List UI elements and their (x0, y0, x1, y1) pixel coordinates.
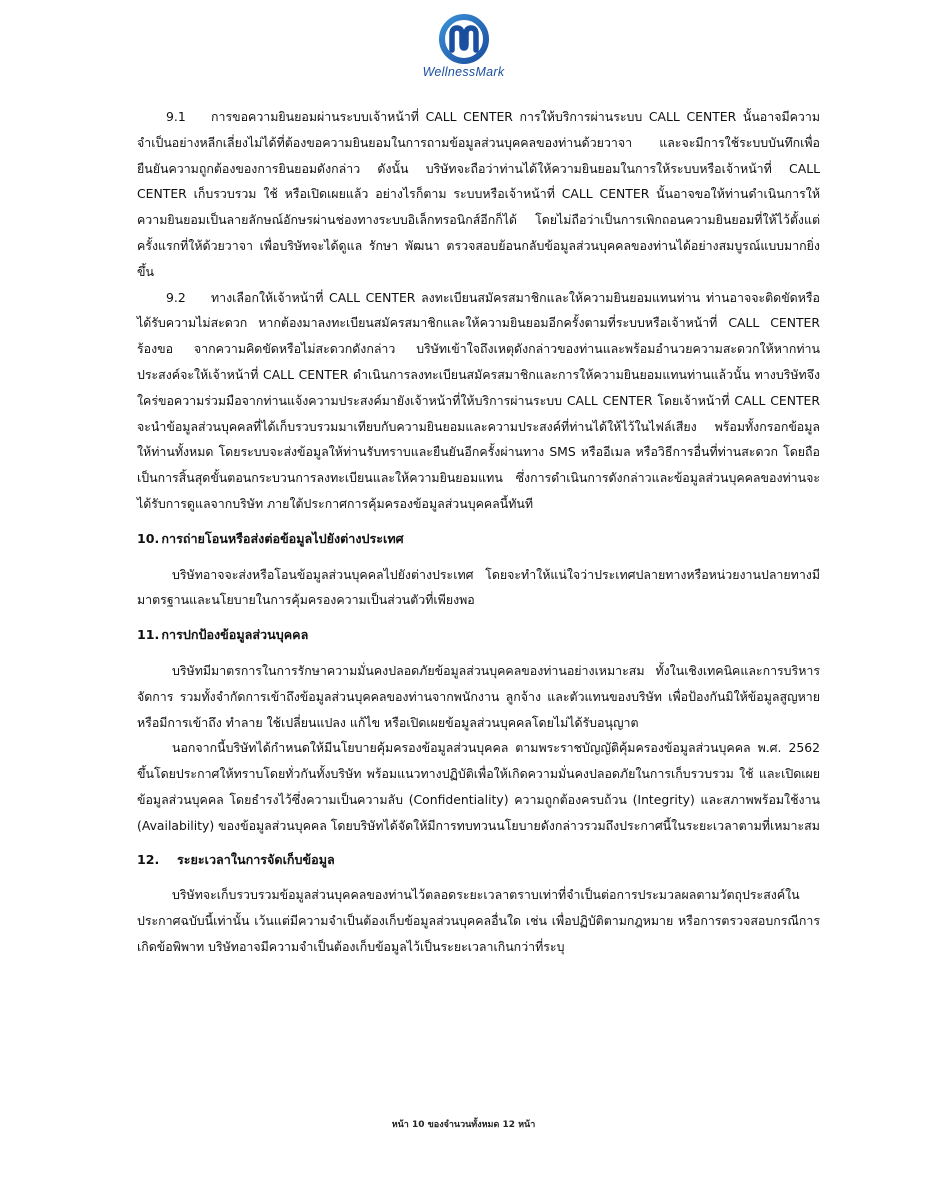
section-10-title: การถ่ายโอนหรือส่งต่อข้อมูลไปยังต่างประเทศ (161, 530, 404, 546)
section-10-number: 10. (137, 530, 160, 546)
section-9-1-number: 9.1 (166, 109, 186, 124)
section-12-number: 12. (137, 851, 160, 867)
section-10-heading (137, 526, 820, 552)
section-11-heading (137, 622, 820, 648)
section-12-title: ระยะเวลาในการจัดเก็บข้อมูล (177, 851, 335, 867)
section-9-1 (137, 104, 820, 285)
document-body (137, 104, 820, 960)
section-11-text-1: บริษัทมีมาตรการในการรักษาความมั่นคงปลอดภัยข้อมูลส่วนบุคคลของท่านอย่างเหมาะสม ทั้งในเชิงเทคนิคและการบริหารจัดการ รวมทั้งจำกัดการเข้าถึงข้อมูลส่วนบุคคลของท่านจากพนักงาน ลูกจ้าง และตัวแทนของบริษัท เพื่อป้องกันมิให้ข้อมูลสูญหาย หรือมีการเข้าถึง ทำลาย ใช้เปลี่ยนแปลง แก้ไข หรือเปิดเผยข้อมูลส่วนบุคคลโดยไม่ได้รับอนุญาต (137, 662, 820, 730)
logo-text: WellnessMark (422, 65, 505, 79)
section-12-heading (137, 847, 820, 873)
section-9-2-text: ทางเลือกให้เจ้าหน้าที่ CALL CENTER ลงทะเบียนสมัครสมาชิกและให้ความยินยอมแทนท่าน ท่านอาจจะติดขัดหรือได้รับความไม่สะดวก หากต้องมาลงทะเบียนสมัครสมาชิกและให้ความยินยอมอีกครั้งตามที่ระบบหรือเจ้าหน้าที่ CALL CENTER ร้องขอ จากความคิดขัดหรือไม่สะดวกดังกล่าว บริษัทเข้าใจถึงเหตุดังกล่าวของท่านและพร้อมอำนวยความสะดวกให้หากท่านประสงค์จะให้เจ้าหน้าที่ CALL CENTER ดำเนินการลงทะเบียนสมัครสมาชิกและการให้ความยินยอมแทนท่านแล้วนั้น ทางบริษัทจึงใคร่ขอความร่วมมือจากท่านแจ้งความประสงค์มายังเจ้าหน้าที่ให้บริการผ่านระบบ CALL CENTER โดยเจ้าหน้าที่ CALL CENTER จะนำข้อมูลส่วนบุคคลที่ได้เก็บรวบรวมมาเทียบกับความยินยอมและความประสงค์ที่ท่านได้ให้ไว้ในไฟล์เสียง พร้อมทั้งกรอกข้อมูลให้ท่านทั้งหมด โดยระบบจะส่งข้อมูลให้ท่านรับทราบและยืนยันอีกครั้งผ่านทาง SMS หรืออีเมล หรือวิธีการอื่นที่ท่านสะดวก โดยถือเป็นการสิ้นสุดขั้นตอนกระบวนการลงทะเบียนและให้ความยินยอมแทน ซึ่งการดำเนินการดังกล่าวและข้อมูลส่วนบุคคลของท่านจะได้รับการดูแลจากบริษัท ภายใต้ประกาศการคุ้มครองข้อมูลส่วนบุคคลนี้ทันที (137, 289, 820, 511)
wellnessmark-logo-icon (438, 14, 490, 64)
section-12-text: บริษัทจะเก็บรวบรวมข้อมูลส่วนบุคคลของท่านไว้ตลอดระยะเวลาตราบเท่าที่จำเป็นต่อการประมวลผลตามวัตถุประสงค์ในประกาศฉบับนี้เท่านั้น เว้นแต่มีความจำเป็นต้องเก็บข้อมูลส่วนบุคคลอื่นใด เช่น เพื่อปฏิบัติตามกฎหมาย หรือการตรวจสอบกรณีการเกิดข้อพิพาท บริษัทอาจมีความจำเป็นต้องเก็บข้อมูลไว้เป็นระยะเวลาเกินกว่าที่ระบุ (137, 887, 820, 954)
section-9-2 (137, 285, 820, 517)
section-11-title: การปกป้องข้อมูลส่วนบุคคล (161, 627, 309, 643)
section-10-text: บริษัทอาจจะส่งหรือโอนข้อมูลส่วนบุคคลไปยังต่างประเทศ โดยจะทำให้แน่ใจว่าประเทศปลายทางหรือหน่วยงานปลายทางมีมาตรฐานและนโยบายในการคุ้มครองความเป็นส่วนตัวที่เพียงพอ (137, 566, 820, 608)
logo (0, 14, 927, 79)
section-9-1-text: การขอความยินยอมผ่านระบบเจ้าหน้าที่ CALL CENTER การให้บริการผ่านระบบ CALL CENTER นั้นอาจมีความจำเป็นอย่างหลีกเลี่ยงไม่ได้ที่ต้องขอความยินยอมในการถามข้อมูลส่วนบุคคลของท่านด้วยวาจา และจะมีการใช้ระบบบันทึกเพื่อยืนยันความถูกต้องของการยินยอมดังกล่าว ดังนั้น บริษัทจะถือว่าท่านได้ให้ความยินยอมในการให้ระบบหรือเจ้าหน้าที่ CALL CENTER เก็บรวบรวม ใช้ หรือเปิดเผยแล้ว อย่างไรก็ตาม ระบบหรือเจ้าหน้าที่ CALL CENTER นั้นอาจขอให้ท่านดำเนินการให้ความยินยอมเป็นลายลักษณ์อักษรผ่านช่องทางระบบอิเล็กทรอนิกส์อีกก็ได้ โดยไม่ถือว่าเป็นการเพิกถอนความยินยอมที่ให้ไว้ตั้งแต่ครั้งแรกที่ให้ด้วยวาจา เพื่อบริษัทจะได้ดูแล รักษา พัฒนา ตรวจสอบย้อนกลับข้อมูลส่วนบุคคลของท่านได้อย่างสมบูรณ์แบบมากยิ่งขึ้น (137, 109, 820, 279)
page-footer: หน้า 10 ของจำนวนทั้งหมด 12 หน้า (391, 1120, 536, 1130)
section-11-text-2: นอกจากนี้บริษัทได้กำหนดให้มีนโยบายคุ้มครองข้อมูลส่วนบุคคล ตามพระราชบัญญัติคุ้มครองข้อมูลส่วนบุคคล พ.ศ. 2562 ขึ้นโดยประกาศให้ทราบโดยทั่วกันทั้งบริษัท พร้อมแนวทางปฏิบัติเพื่อให้เกิดความมั่นคงปลอดภัยในการเก็บรวบรวม ใช้ และเปิดเผยข้อมูลส่วนบุคคล โดยธำรงไว้ซึ่งความเป็นความลับ (Confidentiality) ความถูกต้องครบถ้วน (Integrity) และสภาพพร้อมใช้งาน (Availability) ของข้อมูลส่วนบุคคล โดยบริษัทได้จัดให้มีการทบทวนนโยบายดังกล่าวรวมถึงประกาศนี้ในระยะเวลาตามที่เหมาะสม (137, 740, 820, 833)
section-11-number: 11. (137, 627, 160, 643)
section-9-2-number: 9.2 (166, 289, 186, 305)
